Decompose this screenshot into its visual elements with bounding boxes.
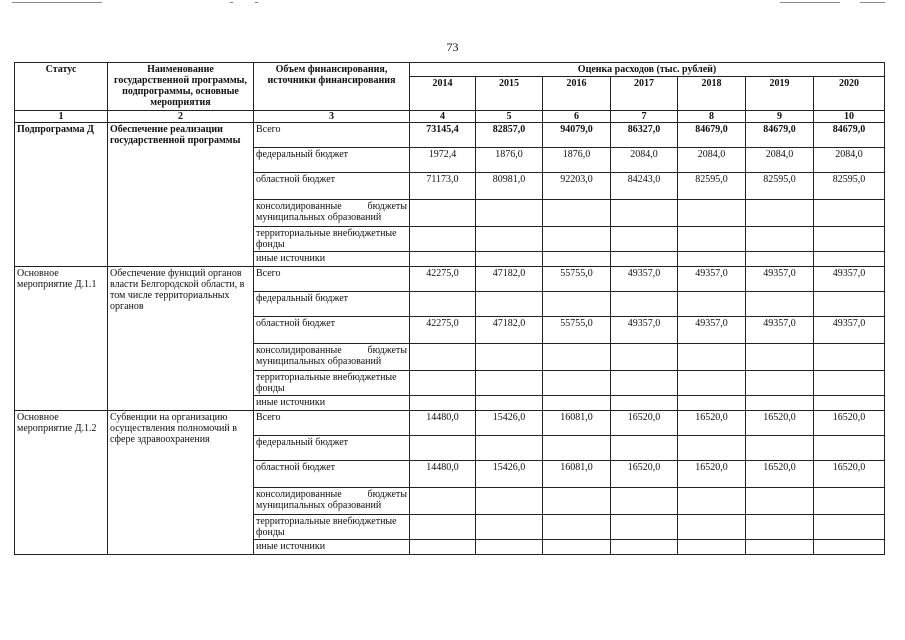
funding-source: иные источники (254, 396, 410, 411)
value-cell (543, 371, 611, 396)
funding-source: консолидированные бюджеты муниципальных образований (254, 488, 410, 515)
year-2016: 2016 (543, 77, 611, 111)
value-cell (611, 540, 678, 555)
value-cell (746, 540, 814, 555)
value-cell (746, 252, 814, 267)
value-cell: 1876,0 (476, 148, 543, 173)
value-cell (410, 488, 476, 515)
table-row (15, 411, 885, 436)
value-cell (678, 252, 746, 267)
value-cell (611, 488, 678, 515)
value-cell (678, 371, 746, 396)
year-2020: 2020 (814, 77, 885, 111)
value-cell: 82857,0 (476, 123, 543, 148)
year-2014: 2014 (410, 77, 476, 111)
value-cell: 16520,0 (746, 411, 814, 436)
value-cell (678, 227, 746, 252)
value-cell: 49357,0 (814, 267, 885, 292)
value-cell (543, 292, 611, 317)
value-cell: 16520,0 (746, 461, 814, 488)
col-number: 2 (108, 111, 254, 123)
value-cell (543, 227, 611, 252)
year-2019: 2019 (746, 77, 814, 111)
value-cell: 42275,0 (410, 317, 476, 344)
value-cell (410, 227, 476, 252)
value-cell: 82595,0 (814, 173, 885, 200)
funding-source: Всего (254, 123, 410, 148)
value-cell (678, 292, 746, 317)
value-cell (410, 396, 476, 411)
value-cell: 1972,4 (410, 148, 476, 173)
funding-source: иные источники (254, 540, 410, 555)
value-cell: 47182,0 (476, 317, 543, 344)
funding-source: Всего (254, 267, 410, 292)
funding-source: федеральный бюджет (254, 436, 410, 461)
col-number: 8 (678, 111, 746, 123)
value-cell (746, 200, 814, 227)
col-number: 5 (476, 111, 543, 123)
value-cell (678, 488, 746, 515)
scan-edge-marks (0, 0, 905, 8)
value-cell: 2084,0 (814, 148, 885, 173)
value-cell (476, 515, 543, 540)
col-number: 4 (410, 111, 476, 123)
value-cell (678, 396, 746, 411)
year-2017: 2017 (611, 77, 678, 111)
value-cell: 86327,0 (611, 123, 678, 148)
value-cell: 16520,0 (678, 411, 746, 436)
value-cell (678, 436, 746, 461)
value-cell (476, 540, 543, 555)
value-cell: 16520,0 (814, 411, 885, 436)
value-cell: 84679,0 (814, 123, 885, 148)
value-cell (814, 436, 885, 461)
value-cell (476, 227, 543, 252)
col-number: 10 (814, 111, 885, 123)
value-cell (814, 396, 885, 411)
header-status: Статус (15, 63, 108, 111)
value-cell: 15426,0 (476, 461, 543, 488)
header-funding: Объем финансирования, источники финансирования (254, 63, 410, 111)
value-cell: 84679,0 (746, 123, 814, 148)
value-cell: 16081,0 (543, 411, 611, 436)
value-cell (746, 436, 814, 461)
value-cell: 49357,0 (746, 267, 814, 292)
funding-source: федеральный бюджет (254, 148, 410, 173)
row-name: Обеспечение функций органов власти Белгородской области, в том числе территориальных органов (108, 267, 254, 411)
value-cell: 15426,0 (476, 411, 543, 436)
value-cell (543, 515, 611, 540)
value-cell: 2084,0 (678, 148, 746, 173)
value-cell: 80981,0 (476, 173, 543, 200)
funding-source: консолидированные бюджеты муниципальных образований (254, 344, 410, 371)
table-body (15, 123, 885, 555)
value-cell: 49357,0 (746, 317, 814, 344)
value-cell (543, 252, 611, 267)
col-number: 1 (15, 111, 108, 123)
col-number: 3 (254, 111, 410, 123)
value-cell (746, 371, 814, 396)
value-cell: 84679,0 (678, 123, 746, 148)
row-status: Основное мероприятие Д.1.2 (15, 411, 108, 555)
funding-source: Всего (254, 411, 410, 436)
value-cell: 47182,0 (476, 267, 543, 292)
value-cell (476, 488, 543, 515)
value-cell: 71173,0 (410, 173, 476, 200)
value-cell: 55755,0 (543, 267, 611, 292)
column-number-row (15, 111, 885, 123)
value-cell (410, 200, 476, 227)
value-cell: 49357,0 (678, 317, 746, 344)
funding-source: областной бюджет (254, 461, 410, 488)
value-cell (814, 371, 885, 396)
row-name: Субвенции на организацию осуществления полномочий в сфере здравоохранения (108, 411, 254, 555)
value-cell (543, 488, 611, 515)
value-cell (410, 515, 476, 540)
value-cell (410, 436, 476, 461)
col-number: 7 (611, 111, 678, 123)
value-cell (611, 252, 678, 267)
col-number: 6 (543, 111, 611, 123)
value-cell (814, 344, 885, 371)
value-cell: 49357,0 (611, 317, 678, 344)
page-number: 73 (446, 40, 459, 54)
value-cell (746, 227, 814, 252)
value-cell: 49357,0 (678, 267, 746, 292)
value-cell (476, 371, 543, 396)
value-cell (476, 436, 543, 461)
value-cell (611, 371, 678, 396)
value-cell (814, 200, 885, 227)
funding-source: иные источники (254, 252, 410, 267)
value-cell: 16520,0 (611, 411, 678, 436)
funding-source: областной бюджет (254, 173, 410, 200)
value-cell (746, 292, 814, 317)
value-cell (543, 200, 611, 227)
value-cell: 82595,0 (678, 173, 746, 200)
row-name: Обеспечение реализации государственной программы (108, 123, 254, 267)
value-cell (410, 371, 476, 396)
value-cell: 92203,0 (543, 173, 611, 200)
year-2015: 2015 (476, 77, 543, 111)
value-cell (410, 292, 476, 317)
value-cell: 16520,0 (611, 461, 678, 488)
value-cell (746, 488, 814, 515)
value-cell: 82595,0 (746, 173, 814, 200)
value-cell (611, 515, 678, 540)
value-cell: 2084,0 (746, 148, 814, 173)
value-cell (611, 292, 678, 317)
col-number: 9 (746, 111, 814, 123)
funding-source: областной бюджет (254, 317, 410, 344)
value-cell (476, 344, 543, 371)
value-cell (476, 396, 543, 411)
value-cell (746, 396, 814, 411)
value-cell: 1876,0 (543, 148, 611, 173)
value-cell (611, 436, 678, 461)
value-cell (814, 227, 885, 252)
value-cell: 84243,0 (611, 173, 678, 200)
value-cell (543, 540, 611, 555)
value-cell (611, 200, 678, 227)
value-cell (476, 200, 543, 227)
value-cell (611, 227, 678, 252)
funding-source: консолидированные бюджеты муниципальных образований (254, 200, 410, 227)
value-cell (476, 292, 543, 317)
value-cell (746, 344, 814, 371)
row-status: Основное мероприятие Д.1.1 (15, 267, 108, 411)
value-cell: 55755,0 (543, 317, 611, 344)
value-cell: 16081,0 (543, 461, 611, 488)
value-cell (678, 200, 746, 227)
year-2018: 2018 (678, 77, 746, 111)
value-cell (611, 344, 678, 371)
value-cell: 73145,4 (410, 123, 476, 148)
value-cell: 16520,0 (678, 461, 746, 488)
budget-table (14, 62, 885, 555)
value-cell (814, 488, 885, 515)
value-cell: 42275,0 (410, 267, 476, 292)
value-cell (410, 344, 476, 371)
value-cell (543, 344, 611, 371)
value-cell: 16520,0 (814, 461, 885, 488)
value-cell (814, 540, 885, 555)
header-row-1 (15, 63, 885, 77)
table-row (15, 123, 885, 148)
value-cell (410, 252, 476, 267)
value-cell (476, 252, 543, 267)
row-status: Подпрограмма Д (15, 123, 108, 267)
value-cell (678, 515, 746, 540)
value-cell: 49357,0 (814, 317, 885, 344)
funding-source: территориальные внебюджетные фонды (254, 371, 410, 396)
funding-source: федеральный бюджет (254, 292, 410, 317)
funding-source: территориальные внебюджетные фонды (254, 227, 410, 252)
table-row (15, 267, 885, 292)
value-cell (543, 436, 611, 461)
header-estimate: Оценка расходов (тыс. рублей) (410, 63, 885, 77)
value-cell (814, 515, 885, 540)
value-cell (814, 292, 885, 317)
value-cell: 2084,0 (611, 148, 678, 173)
value-cell: 49357,0 (611, 267, 678, 292)
header-name: Наименование государственной программы, подпрограммы, основные мероприятия (108, 63, 254, 111)
value-cell (543, 396, 611, 411)
value-cell (678, 344, 746, 371)
value-cell (410, 540, 476, 555)
funding-source: территориальные внебюджетные фонды (254, 515, 410, 540)
value-cell: 14480,0 (410, 461, 476, 488)
value-cell (746, 515, 814, 540)
value-cell: 14480,0 (410, 411, 476, 436)
value-cell (611, 396, 678, 411)
value-cell (814, 252, 885, 267)
value-cell: 94079,0 (543, 123, 611, 148)
value-cell (678, 540, 746, 555)
